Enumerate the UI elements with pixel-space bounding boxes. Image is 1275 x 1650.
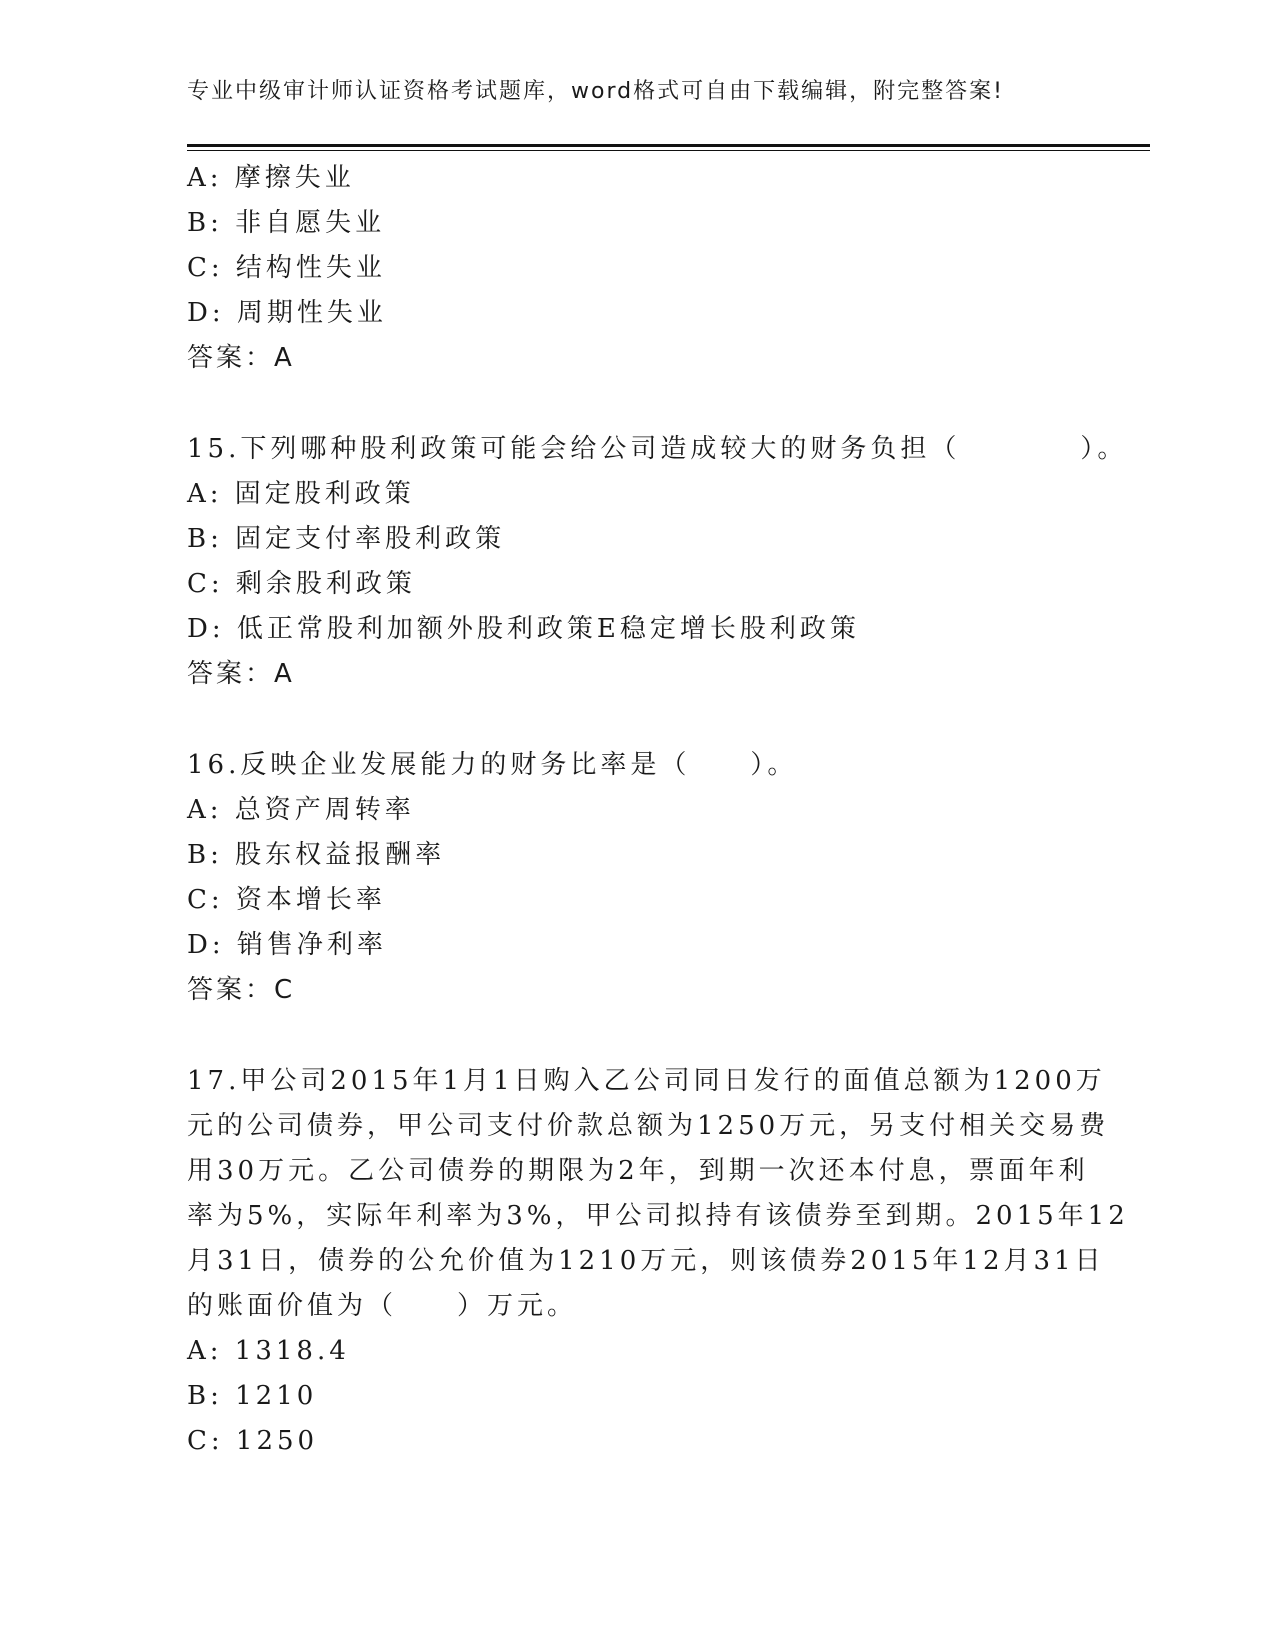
option-c: C: 1250 [187,1426,319,1456]
option-c: C: 资本增长率 [187,885,386,915]
question-16 [187,743,1087,1013]
question-stem-line: 月31日，债券的公允价值为1210万元，则该债券2015年12月31日 [187,1246,1105,1276]
question-17 [187,1059,1129,1464]
question-stem-line: 17.甲公司2015年1月1日购入乙公司同日发行的面值总额为1200万 [187,1066,1106,1096]
answer: 答案：C [187,975,296,1005]
header-rule-thick [187,144,1150,147]
question-14 [187,156,1087,381]
option-b: B: 非自愿失业 [187,208,386,238]
question-15 [187,427,1128,697]
option-d: D: 销售净利率 [187,930,387,960]
header-rule-thin [187,150,1150,151]
question-stem-line: 用30万元。乙公司债券的期限为2年，到期一次还本付息，票面年利 [187,1156,1089,1186]
document-body [187,156,1129,1464]
question-stem: 15.下列哪种股利政策可能会给公司造成较大的财务负担（ ）。 [187,434,1128,464]
option-a: A: 1318.4 [187,1336,350,1366]
page-header: 专业中级审计师认证资格考试题库，word格式可自由下载编辑，附完整答案! [187,79,1004,104]
option-c: C: 剩余股利政策 [187,569,416,599]
question-stem-line: 的账面价值为（ ）万元。 [187,1291,578,1321]
option-b: B: 1210 [187,1381,318,1411]
option-b: B: 股东权益报酬率 [187,840,446,870]
option-d: D: 周期性失业 [187,298,387,328]
option-d: D: 低正常股利加额外股利政策E稳定增长股利政策 [187,614,860,644]
option-a: A: 固定股利政策 [187,479,415,509]
question-stem-line: 元的公司债券，甲公司支付价款总额为1250万元，另支付相关交易费 [187,1111,1110,1141]
question-stem-line: 率为5%，实际年利率为3%，甲公司拟持有该债券至到期。2015年12 [187,1201,1129,1231]
answer: 答案：A [187,659,295,689]
answer: 答案：A [187,343,295,373]
option-a: A: 总资产周转率 [187,795,415,825]
option-b: B: 固定支付率股利政策 [187,524,506,554]
question-stem: 16.反映企业发展能力的财务比率是（ ）。 [187,750,798,780]
option-c: C: 结构性失业 [187,253,386,283]
option-a: A: 摩擦失业 [187,163,355,193]
